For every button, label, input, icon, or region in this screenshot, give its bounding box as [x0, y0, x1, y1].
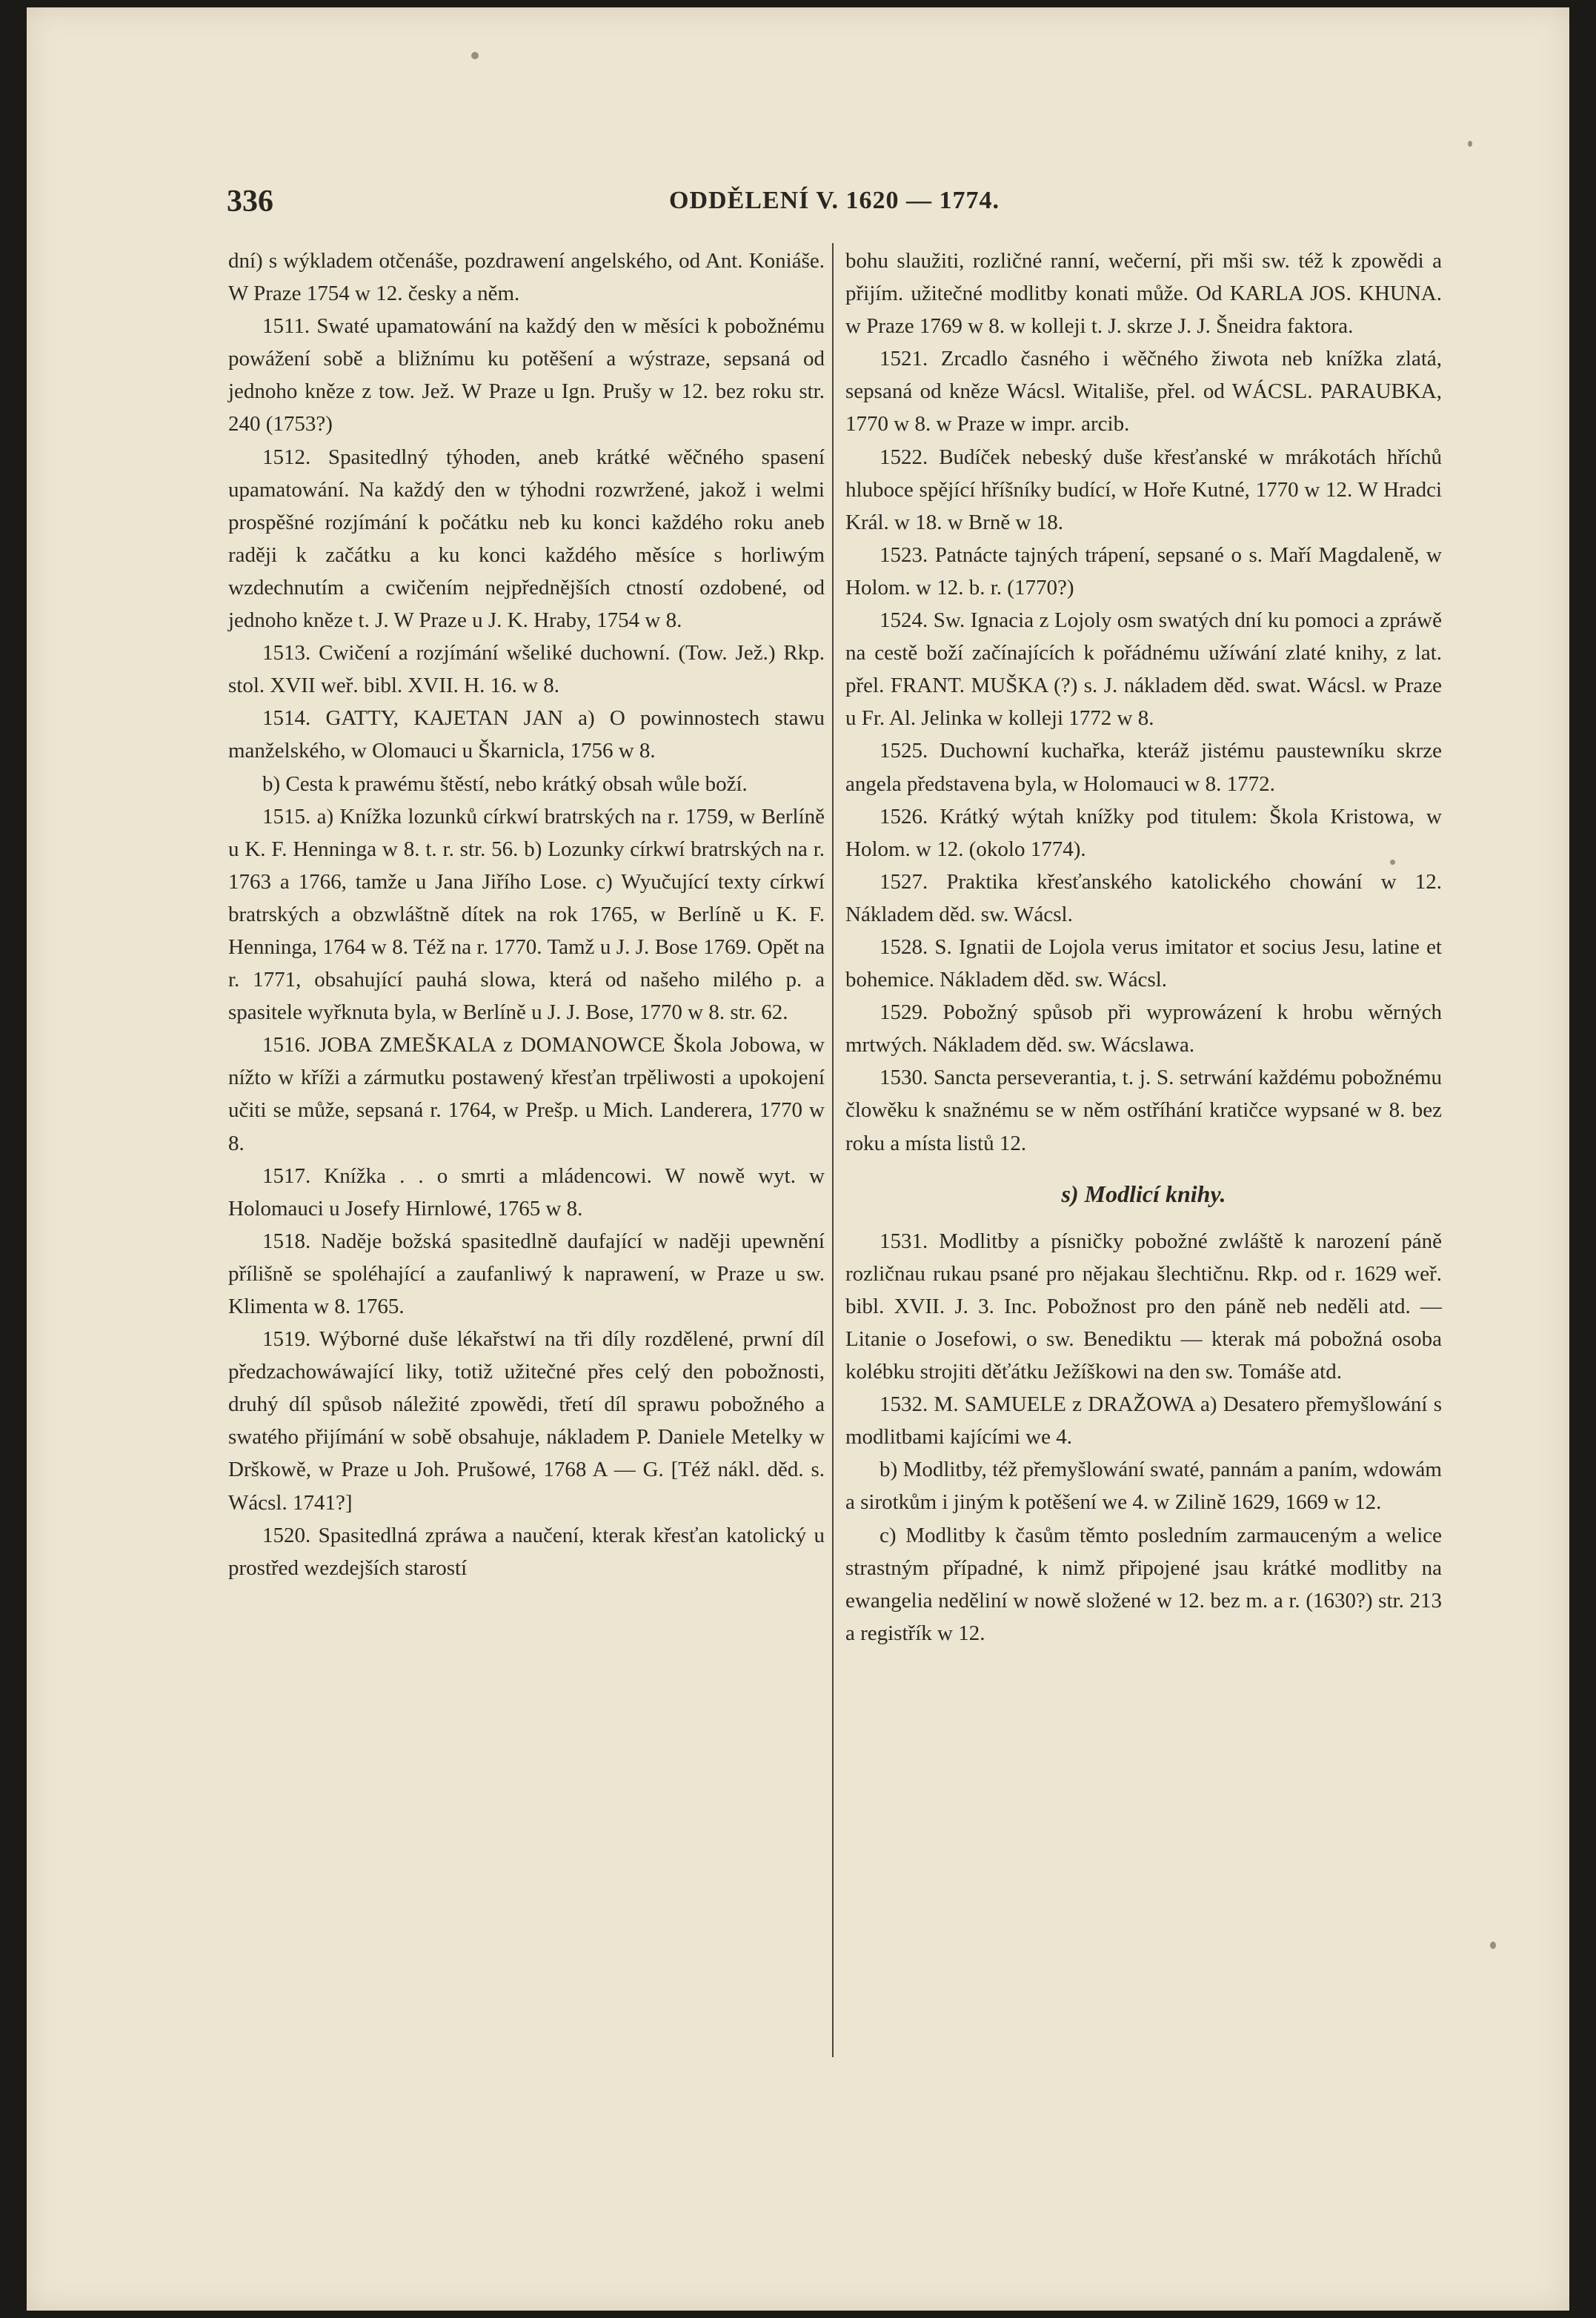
entry-1521: 1521. Zrcadlo časného i wěčného žiwota neb knížka zlatá, sepsaná od kněze Wácsl. Witališe, přel. od WÁCSL. PARAUBKA, 1770 w 8. w Praze w impr. arcib.: [845, 347, 1442, 436]
entry-1532: 1532. M. SAMUELE z DRAŽOWA a) Desatero přemyšlowání s modlitbami kajícími we 4.: [845, 1392, 1442, 1449]
entry-1527: 1527. Praktika křesťanského katolického chowání w 12. Nákladem děd. sw. Wácsl.: [845, 869, 1442, 926]
book-page: [27, 7, 1569, 2311]
entry-1513: 1513. Cwičení a rozjímání wšeliké duchowní. (Tow. Jež.) Rkp. stol. XVII weř. bibl. XVII. H. 16. w 8.: [228, 641, 825, 698]
left-column: [228, 245, 825, 1584]
column-rule: [832, 243, 834, 2057]
page-header: [227, 184, 1442, 221]
entry-1525: 1525. Duchowní kuchařka, kteráž jistému paustewníku skrze angela představena byla, w Holomauci w 8. 1772.: [845, 739, 1442, 796]
entry-1530: 1530. Sancta perseverantia, t. j. S. setrwání každému pobožnému člowěku k snažnému se w něm ostříhání kratičce wypsané w 8. bez roku a místa listů 12.: [845, 1066, 1442, 1155]
entry-1514: 1514. GATTY, KAJETAN JAN a) O powinnostech stawu manželského, w Olomauci u Škarnicla, 1756 w 8.: [228, 706, 825, 763]
entry-1514b: b) Cesta k prawému štěstí, nebo krátký obsah wůle boží.: [262, 771, 748, 796]
entry-1523: 1523. Patnácte tajných trápení, sepsané o s. Maří Magdaleně, w Holom. w 12. b. r. (1770?): [845, 542, 1442, 600]
entry-1526: 1526. Krátký wýtah knížky pod titulem: Škola Kristowa, w Holom. w 12. (okolo 1774).: [845, 804, 1442, 861]
paragraph: bohu slaužiti, rozličné ranní, wečerní, při mši sw. též k zpowědi a přijím. užitečné modlitby konati může. Od KARLA JOS. KHUNA. w Praze 1769 w 8. w kolleji t. J. skrze J. J. Šneidra faktora.: [845, 249, 1442, 339]
right-column: [845, 245, 1442, 1650]
entry-1516: 1516. JOBA ZMEŠKALA z DOMANOWCE Škola Jobowa, w nížto w kříži a zármutku postawený křesťan trpěliwosti a upokojení učiti se může, sepsaná r. 1764, w Prešp. u Mich. Landerera, 1770 w 8.: [228, 1033, 825, 1155]
entry-1524: 1524. Sw. Ignacia z Lojoly osm swatých dní ku pomoci a zpráwě na cestě boží začínajících k pořádnému užíwání zlaté knihy, z lat. přel. FRANT. MUŠKA (?) s. J. nákladem děd. swat. Wácsl. w Praze u Fr. Al. Jelinka w kolleji 1772 w 8.: [845, 608, 1442, 731]
page-number: 336: [227, 185, 273, 219]
entry-1515: 1515. a) Knížka lozunků církwí bratrských na r. 1759, w Berlíně u K. F. Henninga w 8. t. r. str. 56. b) Lozunky církwí bratrských na r. 1763 a 1766, tamže u Jana Jiřího Lose. c) Wyučující texty církwí bratrských a obzwláštně dítek na rok 1765, w Berlíně u K. F. Henninga, 1764 w 8. Též na r. 1770. Tamž u J. J. Bose 1769. Opět na r. 1771, obsahující pauhá slowa, která od našeho milého p. a spasitele wyřknuta byla, w Berlíně u J. J. Bose, 1770 w 8. str. 62.: [228, 804, 825, 1025]
entry-1518: 1518. Naděje božská spasitedlně daufající w naději upewnění přílišně se spoléhající a zaufanliwý k naprawení, w Praze u sw. Klimenta w 8. 1765.: [228, 1229, 825, 1318]
paragraph: dní) s wýkladem otčenáše, pozdrawení angelského, od Ant. Koniáše. W Praze 1754 w 12. česky a něm.: [228, 249, 825, 306]
entry-1512: 1512. Spasitedlný týhoden, aneb krátké wěčného spasení upamatowání. Na každý den w týhodni rozwržené, jakož i welmi prospěšné rozjímání k počátku neb ku konci každého roku aneb raději k začátku a ku konci každého měsíce s horliwým wzdechnutím a cwičením nejpřednějších ctností ozdobené, od jednoho kněze t. J. W Praze u J. K. Hraby, 1754 w 8.: [228, 445, 825, 633]
paper-speck: [1490, 1942, 1496, 1949]
entry-1511: 1511. Swaté upamatowání na každý den w měsíci k pobožnému powážení sobě a bližnímu ku potěšení a wýstraze, sepsaná od jednoho kněze z tow. Jež. W Praze u Ign. Prušy w 12. bez roku str. 240 (1753?): [228, 314, 825, 436]
entry-1517: 1517. Knížka . . o smrti a mládencowi. W nowě wyt. w Holomauci u Josefy Hirnlowé, 1765 w 8.: [228, 1163, 825, 1221]
paper-speck: [1468, 141, 1472, 147]
running-title: ODDĚLENÍ V. 1620 — 1774.: [669, 187, 1000, 214]
entry-1528: 1528. S. Ignatii de Lojola verus imitator et socius Jesu, latine et bohemice. Nákladem děd. sw. Wácsl.: [845, 934, 1442, 992]
entry-1519: 1519. Wýborné duše lékařstwí na tři díly rozdělené, prwní díl předzachowáwající liky, totiž užitečné přes celý den pobožnosti, druhý díl spůsob náležité zpowědi, třetí díl sprawu pobožného a swatého přijímání w sobě obsahuje, nákladem P. Daniele Metelky w Drškowě, w Praze u Joh. Prušowé, 1768 A — G. [Též nákl. děd. s. Wácsl. 1741?]: [228, 1327, 825, 1515]
section-heading: s) Modlicí knihy.: [1061, 1180, 1226, 1207]
paper-speck: [471, 52, 479, 59]
entry-1529: 1529. Pobožný spůsob při wyprowázení k hrobu wěrných mrtwých. Nákladem děd. sw. Wácslawa.: [845, 1000, 1442, 1057]
entry-1520: 1520. Spasitedlná zpráwa a naučení, kterak křesťan katolický u prostřed wezdejších starostí: [228, 1523, 825, 1580]
entry-1531: 1531. Modlitby a písničky pobožné zwláště k narození páně rozličnau rukau psané pro nějakau šlechtičnu. Rkp. od r. 1629 weř. bibl. XVII. J. 3. Inc. Pobožnost pro den páně neb neděli atd. — Litanie o Josefowi, o sw. Benediktu — kterak má pobožná osoba kolébku strojiti děťátku Ježíškowi na den sw. Tomáše atd.: [845, 1229, 1442, 1384]
entry-1532c: c) Modlitby k časům těmto posledním zarmauceným a welice strastným případné, k nimž připojené jsau krátké modlitby na ewangelia neděliní w nowě složené w 12. bez m. a r. (1630?) str. 213 a registřík w 12.: [845, 1523, 1442, 1645]
entry-1522: 1522. Budíček nebeský duše křesťanské w mrákotách hříchů hluboce spějící hříšníky budící, w Hoře Kutné, 1770 w 12. W Hradci Král. w 18. w Brně w 18.: [845, 445, 1442, 534]
entry-1532b: b) Modlitby, též přemyšlowání swaté, pannám a paním, wdowám a sirotkům i jiným k potěšení we 4. w Zilině 1629, 1669 w 12.: [845, 1458, 1442, 1515]
